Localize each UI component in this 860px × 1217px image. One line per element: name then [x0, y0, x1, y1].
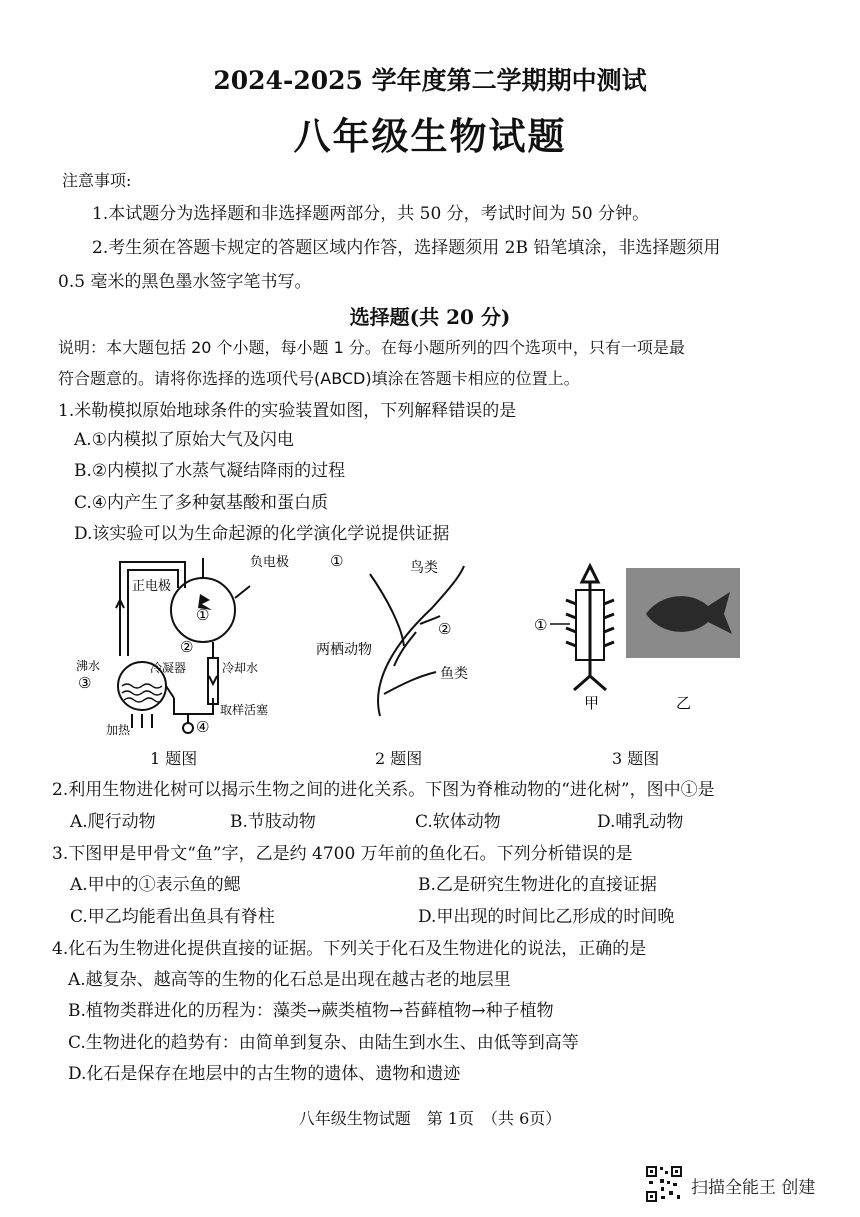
negative-electrode-label: 负电极	[250, 555, 290, 570]
scanner-watermark	[645, 1165, 845, 1205]
q3-stem: 3.下图甲是甲骨文“鱼”字，乙是约 4700 万年前的鱼化石。下列分析错误的是	[52, 844, 633, 864]
section-title: 选择题(共 20 分)	[349, 305, 511, 329]
q2-option-a: A.爬行动物	[70, 812, 156, 832]
tree-mark-2: ②	[438, 620, 452, 638]
tree-mark-1: ①	[330, 552, 344, 570]
flask-mark-1: ①	[196, 606, 210, 624]
condenser-label: 冷凝器	[150, 661, 187, 675]
q2-option-d: D.哺乳动物	[597, 812, 684, 832]
q1-option-c: C.④内产生了多种氨基酸和蛋白质	[74, 493, 329, 513]
page-footer: 八年级生物试题 第 1页 （共 6页）	[298, 1109, 562, 1128]
q3-option-b: B.乙是研究生物进化的直接证据	[418, 875, 657, 895]
evolution-tree-figure	[310, 548, 490, 726]
figure-2-caption: 2 题图	[375, 749, 423, 768]
notice-item-2: 2.考生须在答题卡规定的答题区域内作答，选择题须用 2B 铅笔填涂，非选择题须用	[92, 238, 721, 258]
miller-apparatus-figure	[70, 548, 290, 738]
q4-option-b: B.植物类群进化的历程为：藻类→蕨类植物→苔藓植物→种子植物	[68, 1001, 554, 1021]
birds-label: 鸟类	[410, 560, 438, 576]
q4-option-c: C.生物进化的趋势有：由简单到复杂、由陆生到水生、由低等到高等	[68, 1033, 579, 1053]
fish-fossil-figure	[530, 560, 760, 720]
exam-title: 2024-2025 学年度第二学期期中测试	[213, 66, 647, 95]
cooling-water-label: 冷却水	[222, 661, 259, 675]
q2-option-b: B.节肢动物	[230, 812, 316, 832]
sampling-valve-label: 取样活塞	[220, 703, 269, 717]
q2-option-c: C.软体动物	[415, 812, 501, 832]
subject-title: 八年级生物试题	[293, 114, 567, 158]
notice-item-2-cont: 0.5 毫米的黑色墨水签字笔书写。	[58, 272, 312, 292]
amphibians-label: 两栖动物	[316, 642, 372, 658]
q1-stem: 1.米勒模拟原始地球条件的实验装置如图，下列解释错误的是	[58, 401, 517, 421]
notice-item-1: 1.本试题分为选择题和非选择题两部分，共 50 分，考试时间为 50 分钟。	[92, 204, 650, 224]
valve-mark-4: ④	[196, 718, 210, 736]
section-desc-cont: 符合题意的。请将你选择的选项代号(ABCD)填涂在答题卡相应的位置上。	[58, 369, 580, 388]
q4-stem: 4.化石为生物进化提供直接的证据。下列关于化石及生物进化的说法，正确的是	[52, 939, 647, 959]
q2-stem: 2.利用生物进化树可以揭示生物之间的进化关系。下图为脊椎动物的“进化树”，图中①是	[52, 780, 715, 800]
figure-1-caption: 1 题图	[150, 749, 198, 768]
oracle-fish-glyph	[566, 566, 614, 690]
q1-option-b: B.②内模拟了水蒸气凝结降雨的过程	[74, 461, 346, 481]
flask-mark-3: ③	[78, 674, 92, 692]
oracle-mark-1: ①	[534, 616, 548, 634]
section-desc: 说明：本大题包括 20 个小题，每小题 1 分。在每小题所列的四个选项中，只有一项是最	[58, 338, 685, 357]
q1-option-a: A.①内模拟了原始大气及闪电	[74, 430, 294, 450]
label-yi: 乙	[676, 694, 692, 712]
positive-electrode-label: 正电极	[132, 579, 172, 594]
label-jia: 甲	[584, 694, 600, 712]
condenser-mark-2: ②	[180, 638, 194, 656]
qr-code-icon	[645, 1165, 683, 1203]
q3-option-d: D.甲出现的时间比乙形成的时间晚	[418, 907, 675, 927]
scanner-label: 扫描全能王 创建	[691, 1178, 816, 1198]
q1-option-d: D.该实验可以为生命起源的化学演化学说提供证据	[74, 524, 450, 544]
figure-3-caption: 3 题图	[612, 749, 660, 768]
boiling-water-label: 沸水	[76, 659, 101, 673]
q4-option-d: D.化石是保存在地层中的古生物的遗体、遗物和遗迹	[68, 1064, 461, 1084]
q3-option-a: A.甲中的①表示鱼的鳃	[70, 875, 241, 895]
heating-label: 加热	[106, 723, 131, 737]
notice-heading: 注意事项:	[62, 171, 132, 190]
q4-option-a: A.越复杂、越高等的生物的化石总是出现在越古老的地层里	[68, 970, 511, 990]
fish-label: 鱼类	[440, 666, 468, 682]
q3-option-c: C.甲乙均能看出鱼具有脊柱	[70, 907, 275, 927]
